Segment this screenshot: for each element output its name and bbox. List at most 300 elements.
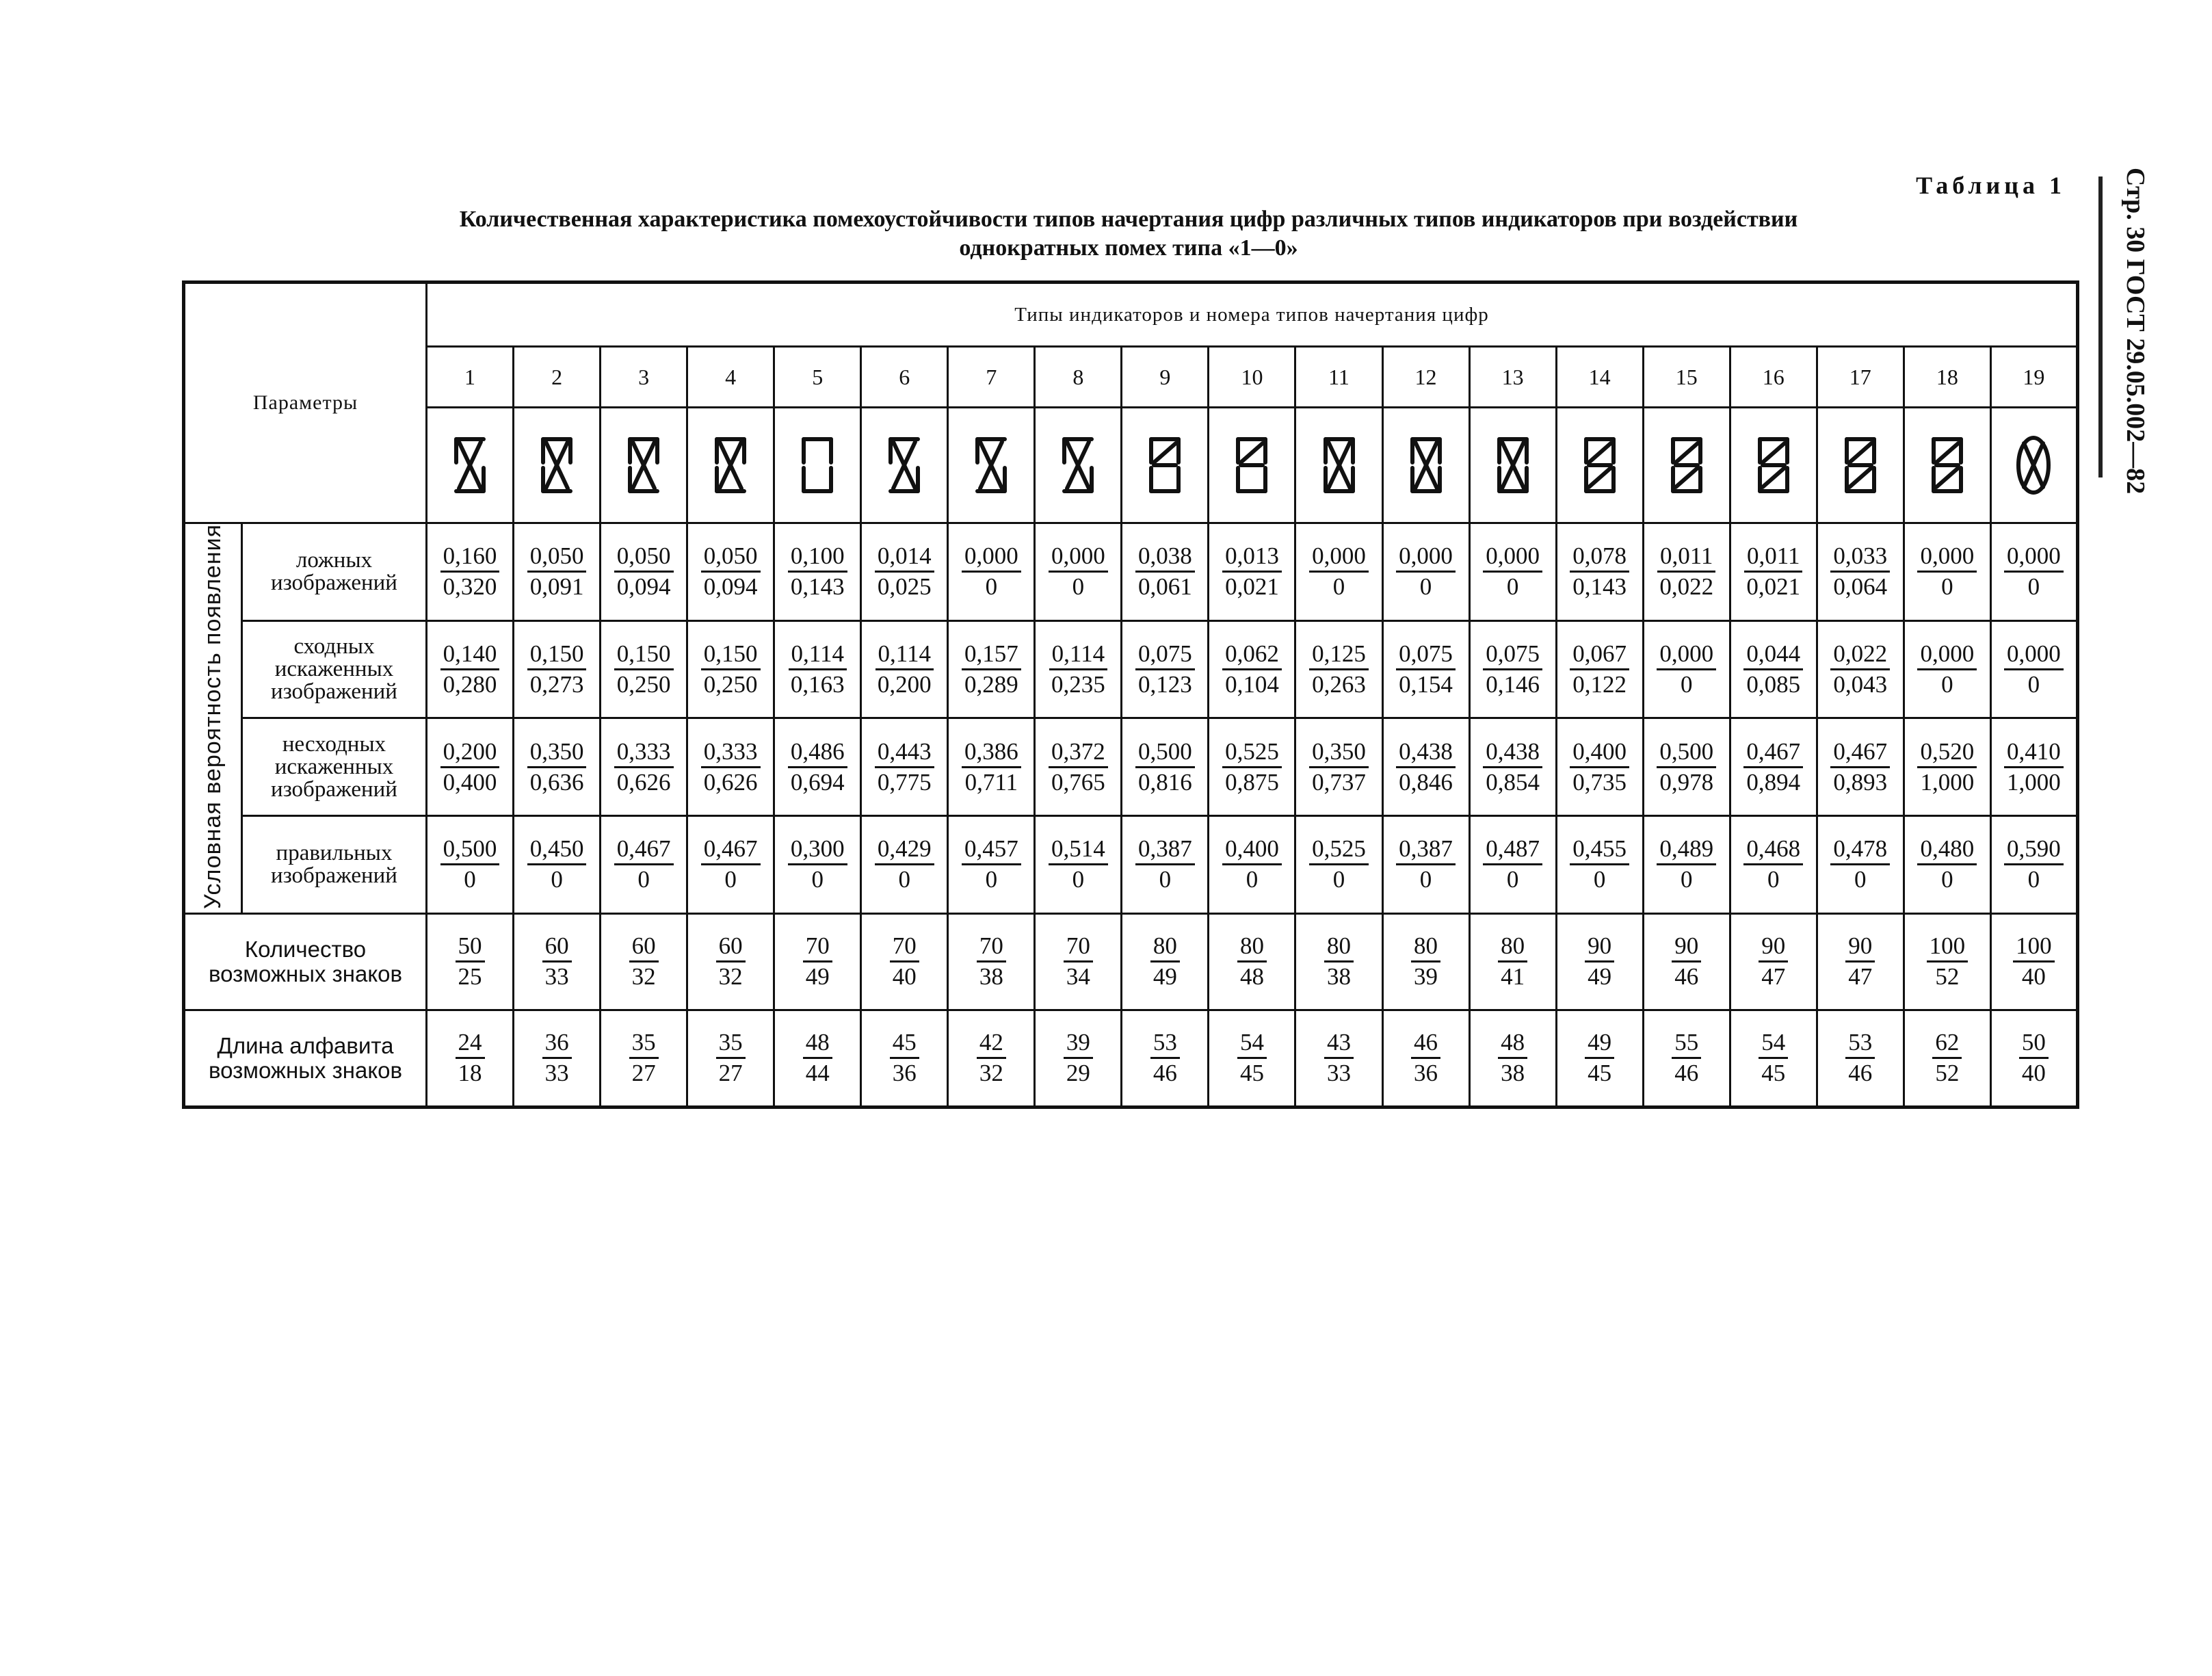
fraction-numerator: 62: [1932, 1030, 1962, 1059]
fraction-denominator: 0: [1159, 866, 1172, 893]
fraction-numerator: 0,450: [527, 836, 587, 865]
digit-style-cell: [1209, 408, 1295, 523]
digit-style-cell: [774, 408, 861, 523]
fraction: [1585, 933, 1614, 990]
fraction: [1917, 641, 1977, 698]
fraction-numerator: 0,525: [1222, 739, 1282, 768]
fraction-denominator: 0,280: [443, 671, 497, 698]
fraction: [1570, 641, 1629, 698]
value-cell: [774, 718, 861, 816]
fraction-numerator: 0,478: [1830, 836, 1890, 865]
fraction-numerator: 0,487: [1483, 836, 1542, 865]
fraction-numerator: 53: [1845, 1030, 1875, 1059]
fraction-denominator: 27: [631, 1060, 656, 1087]
fraction-numerator: 0,000: [2004, 641, 2064, 670]
fraction: [1483, 739, 1542, 796]
value-cell: [1382, 913, 1469, 1010]
fraction: [1396, 739, 1456, 796]
fraction: [1309, 836, 1369, 893]
value-cell: [1556, 1010, 1643, 1107]
fraction: [440, 641, 500, 698]
fraction-denominator: 45: [1588, 1060, 1612, 1087]
fraction: [1411, 1030, 1440, 1086]
row-label: Длина алфавита возможных знаков: [184, 1010, 427, 1107]
fraction-numerator: 0,300: [788, 836, 847, 865]
fraction: [1396, 543, 1456, 600]
fraction-numerator: 0,150: [527, 641, 587, 670]
fraction: [1150, 933, 1180, 990]
fraction-numerator: 0,350: [527, 739, 587, 768]
fraction-numerator: 70: [890, 933, 919, 963]
fraction: [614, 543, 674, 600]
fraction-numerator: 100: [1927, 933, 1969, 963]
fraction-numerator: 0,150: [614, 641, 674, 670]
value-cell: [1295, 620, 1382, 718]
fraction-numerator: 0,429: [875, 836, 934, 865]
fraction-denominator: 0: [637, 866, 650, 893]
fraction-denominator: 29: [1066, 1060, 1090, 1087]
fraction: [716, 933, 746, 990]
digit-glyph-icon: [538, 434, 576, 497]
type-number: 6: [861, 347, 948, 408]
value-cell: [1817, 620, 1904, 718]
fraction-denominator: 0,263: [1312, 671, 1366, 698]
fraction-denominator: 34: [1066, 963, 1090, 991]
fraction: [1498, 1030, 1527, 1086]
fraction: [890, 933, 919, 990]
fraction-denominator: 33: [544, 1060, 569, 1087]
value-cell: [1295, 1010, 1382, 1107]
fraction-numerator: 0,400: [1570, 739, 1629, 768]
value-cell: [1035, 620, 1122, 718]
fraction-denominator: 0: [1506, 866, 1519, 893]
fraction: [875, 739, 934, 796]
fraction: [1570, 543, 1629, 600]
fraction-numerator: 70: [803, 933, 832, 963]
fraction: [1744, 543, 1802, 600]
fraction: [2019, 1030, 2049, 1086]
value-cell: [948, 718, 1035, 816]
value-cell: [427, 620, 514, 718]
fraction-numerator: 0,044: [1743, 641, 1803, 670]
value-cell: [1209, 523, 1295, 621]
fraction-denominator: 0,091: [529, 573, 584, 601]
fraction: [1927, 933, 1969, 990]
fraction-numerator: 0,514: [1049, 836, 1108, 865]
fraction-numerator: 0,500: [1135, 739, 1195, 768]
fraction: [1759, 933, 1788, 990]
fraction-numerator: 0,050: [614, 543, 674, 573]
digit-glyph-icon: [1754, 434, 1793, 497]
value-cell: [1122, 523, 1209, 621]
fraction-denominator: 49: [805, 963, 830, 991]
fraction-numerator: 70: [977, 933, 1006, 963]
fraction-denominator: 49: [1153, 963, 1177, 991]
value-cell: [1730, 620, 1817, 718]
fraction-denominator: 0: [985, 573, 998, 601]
fraction-numerator: 54: [1759, 1030, 1788, 1059]
type-number: 11: [1295, 347, 1382, 408]
value-cell: [1295, 913, 1382, 1010]
fraction: [1309, 543, 1369, 600]
digit-style-cell: [1730, 408, 1817, 523]
fraction-denominator: 41: [1501, 963, 1525, 991]
fraction-denominator: 32: [718, 963, 743, 991]
fraction-numerator: 0,457: [962, 836, 1021, 865]
fraction-numerator: 0,114: [789, 641, 847, 670]
value-cell: [1904, 718, 1990, 816]
fraction-numerator: 0,467: [1743, 739, 1803, 768]
fraction: [456, 1030, 485, 1086]
type-number: 5: [774, 347, 861, 408]
fraction-numerator: 48: [803, 1030, 832, 1059]
fraction-denominator: 38: [979, 963, 1003, 991]
fraction-numerator: 42: [977, 1030, 1006, 1059]
fraction-numerator: 0,438: [1483, 739, 1542, 768]
value-cell: [1122, 718, 1209, 816]
value-cell: [1209, 913, 1295, 1010]
row-label: ложных изображений: [242, 523, 427, 621]
fraction: [1237, 933, 1267, 990]
fraction-denominator: 0,085: [1746, 671, 1801, 698]
value-cell: [427, 523, 514, 621]
digit-style-cell: [1295, 408, 1382, 523]
fraction: [1324, 933, 1354, 990]
digit-glyph-icon: [1581, 434, 1619, 497]
fraction: [1570, 739, 1629, 796]
fraction-numerator: 0,114: [1049, 641, 1107, 670]
fraction-denominator: 0,737: [1312, 768, 1366, 796]
digit-glyph-icon: [1320, 434, 1358, 497]
fraction: [1830, 836, 1890, 893]
fraction-denominator: 0,163: [790, 671, 845, 698]
fraction-denominator: 0: [1332, 866, 1345, 893]
fraction: [875, 543, 934, 600]
fraction-denominator: 0: [985, 866, 998, 893]
fraction: [1064, 933, 1093, 990]
fraction-denominator: 0: [464, 866, 476, 893]
fraction: [1135, 543, 1195, 600]
value-cell: [1990, 718, 2077, 816]
digit-style-cell: [1990, 408, 2077, 523]
value-cell: [601, 523, 687, 621]
value-cell: [1817, 816, 1904, 914]
fraction-numerator: 60: [542, 933, 572, 963]
fraction-numerator: 0,011: [1744, 543, 1802, 573]
fraction: [1570, 836, 1629, 893]
fraction: [527, 836, 587, 893]
row-label: сходных искаженных изображений: [242, 620, 427, 718]
fraction-denominator: 0: [1941, 573, 1953, 601]
fraction-denominator: 0,711: [964, 768, 1018, 796]
fraction-denominator: 0,626: [616, 768, 671, 796]
fraction-numerator: 0,067: [1570, 641, 1629, 670]
value-cell: [514, 1010, 601, 1107]
fraction-denominator: 40: [2021, 963, 2046, 991]
fraction-denominator: 33: [1327, 1060, 1351, 1087]
table-title-line-2: однократных помех типа «1—0»: [959, 235, 1298, 261]
fraction: [875, 641, 934, 698]
fraction: [1396, 836, 1456, 893]
fraction-numerator: 0,000: [2004, 543, 2064, 573]
fraction-numerator: 80: [1237, 933, 1267, 963]
table-row: [184, 718, 2078, 816]
fraction: [1657, 543, 1715, 600]
fraction-denominator: 45: [1239, 1060, 1264, 1087]
type-number: 8: [1035, 347, 1122, 408]
value-cell: [1209, 1010, 1295, 1107]
types-caption: Типы индикаторов и номера типов начертания цифр: [427, 283, 2078, 347]
fraction-denominator: 0,250: [703, 671, 758, 698]
table-row: [184, 523, 2078, 621]
value-cell: [861, 1010, 948, 1107]
type-number: 15: [1643, 347, 1730, 408]
fraction-numerator: 80: [1411, 933, 1440, 963]
fraction: [890, 1030, 919, 1086]
fraction-numerator: 0,333: [614, 739, 674, 768]
fraction-numerator: 90: [1759, 933, 1788, 963]
fraction-numerator: 39: [1064, 1030, 1093, 1059]
type-number: 10: [1209, 347, 1295, 408]
value-cell: [774, 523, 861, 621]
fraction-numerator: 0,075: [1483, 641, 1542, 670]
fraction-denominator: 0,104: [1225, 671, 1279, 698]
fraction-numerator: 0,157: [962, 641, 1021, 670]
fraction-denominator: 0: [1680, 671, 1693, 698]
value-cell: [861, 718, 948, 816]
fraction-denominator: 46: [1848, 1060, 1873, 1087]
side-bar-divider: [2098, 176, 2103, 477]
fraction-denominator: 0,122: [1572, 671, 1627, 698]
fraction-denominator: 45: [1761, 1060, 1786, 1087]
value-cell: [1904, 523, 1990, 621]
fraction: [1237, 1030, 1267, 1086]
table-row: [184, 1010, 2078, 1107]
value-cell: [514, 523, 601, 621]
fraction-numerator: 0,075: [1135, 641, 1195, 670]
fraction-numerator: 0,489: [1657, 836, 1716, 865]
fraction: [614, 836, 674, 893]
fraction: [1049, 641, 1107, 698]
fraction-denominator: 0,816: [1138, 768, 1192, 796]
value-cell: [514, 816, 601, 914]
value-cell: [1469, 620, 1556, 718]
value-cell: [861, 523, 948, 621]
fraction-numerator: 0,410: [2004, 739, 2064, 768]
fraction: [788, 739, 847, 796]
digit-glyph-icon: [1407, 434, 1445, 497]
fraction-denominator: 0: [1767, 866, 1780, 893]
fraction: [2004, 739, 2064, 796]
fraction-denominator: 0,143: [1572, 573, 1627, 601]
fraction-denominator: 46: [1674, 963, 1699, 991]
value-cell: [1730, 913, 1817, 1010]
fraction: [1845, 933, 1875, 990]
fraction-denominator: 0: [551, 866, 563, 893]
digit-style-cell: [1556, 408, 1643, 523]
digit-style-cell: [948, 408, 1035, 523]
fraction-numerator: 0,062: [1222, 641, 1282, 670]
fraction-numerator: 0,000: [1309, 543, 1369, 573]
fraction-numerator: 36: [542, 1030, 572, 1059]
value-cell: [948, 816, 1035, 914]
fraction: [1672, 1030, 1701, 1086]
fraction-denominator: 0,021: [1225, 573, 1279, 601]
fraction-numerator: 24: [456, 1030, 485, 1059]
value-cell: [1295, 523, 1382, 621]
fraction: [803, 933, 832, 990]
fraction-denominator: 0,235: [1051, 671, 1105, 698]
fraction-numerator: 0,125: [1309, 641, 1369, 670]
fraction: [1917, 543, 1977, 600]
value-cell: [948, 620, 1035, 718]
fraction-numerator: 54: [1237, 1030, 1267, 1059]
fraction-denominator: 0: [1593, 866, 1606, 893]
params-header: Параметры: [184, 283, 427, 523]
fraction-denominator: 49: [1588, 963, 1612, 991]
fraction-denominator: 0: [1941, 866, 1953, 893]
fraction-numerator: 0,455: [1570, 836, 1629, 865]
value-cell: [1469, 816, 1556, 914]
value-cell: [1382, 523, 1469, 621]
fraction-numerator: 70: [1064, 933, 1093, 963]
value-cell: [1730, 523, 1817, 621]
value-cell: [1904, 816, 1990, 914]
value-cell: [601, 620, 687, 718]
fraction-numerator: 0,467: [701, 836, 761, 865]
digit-glyph-icon: [1841, 434, 1880, 497]
fraction-denominator: 0,400: [443, 768, 497, 796]
fraction: [1309, 739, 1369, 796]
value-cell: [948, 523, 1035, 621]
value-cell: [1643, 816, 1730, 914]
fraction: [1830, 739, 1890, 796]
fraction: [1150, 1030, 1180, 1086]
fraction-numerator: 45: [890, 1030, 919, 1059]
value-cell: [1817, 1010, 1904, 1107]
fraction-denominator: 0,636: [529, 768, 584, 796]
fraction-numerator: 0,468: [1743, 836, 1803, 865]
fraction-denominator: 0: [1419, 866, 1432, 893]
value-cell: [774, 816, 861, 914]
value-cell: [1469, 913, 1556, 1010]
value-cell: [1556, 718, 1643, 816]
fraction: [2013, 933, 2055, 990]
row-label: правильных изображений: [242, 816, 427, 914]
value-cell: [1817, 523, 1904, 621]
value-cell: [601, 816, 687, 914]
fraction-denominator: 0: [898, 866, 911, 893]
digit-glyph-icon: [624, 434, 663, 497]
value-cell: [1556, 620, 1643, 718]
fraction-numerator: 0,333: [701, 739, 761, 768]
fraction: [1657, 739, 1716, 796]
digit-glyph-icon: [1146, 434, 1184, 497]
fraction-numerator: 50: [456, 933, 485, 963]
fraction-numerator: 0,350: [1309, 739, 1369, 768]
table-row: [184, 620, 2078, 718]
fraction-denominator: 18: [458, 1060, 482, 1087]
value-cell: [774, 620, 861, 718]
fraction-denominator: 0,022: [1659, 573, 1714, 601]
fraction-numerator: 0,000: [1483, 543, 1542, 573]
value-cell: [427, 718, 514, 816]
group-label-cell: [184, 523, 242, 914]
value-cell: [1122, 620, 1209, 718]
value-cell: [427, 1010, 514, 1107]
fraction-denominator: 39: [1414, 963, 1438, 991]
row-label: Количество возможных знаков: [184, 913, 427, 1010]
fraction: [614, 641, 674, 698]
fraction-denominator: 0,775: [877, 768, 932, 796]
fraction-denominator: 32: [979, 1060, 1003, 1087]
digit-style-cell: [1904, 408, 1990, 523]
fraction-numerator: 0,500: [1657, 739, 1716, 768]
value-cell: [1990, 523, 2077, 621]
fraction-denominator: 0,143: [790, 573, 845, 601]
fraction: [1135, 836, 1195, 893]
type-number: 4: [687, 347, 774, 408]
fraction: [875, 836, 934, 893]
fraction-numerator: 0,000: [962, 543, 1021, 573]
fraction-denominator: 0,765: [1051, 768, 1105, 796]
fraction: [542, 933, 572, 990]
fraction-denominator: 0,123: [1138, 671, 1192, 698]
value-cell: [687, 913, 774, 1010]
fraction-denominator: 40: [2021, 1060, 2046, 1087]
digit-style-cell: [427, 408, 514, 523]
type-number: 3: [601, 347, 687, 408]
fraction: [1049, 543, 1108, 600]
fraction-denominator: 38: [1327, 963, 1351, 991]
fraction-denominator: 48: [1239, 963, 1264, 991]
value-cell: [1730, 1010, 1817, 1107]
digit-glyph-icon: [451, 434, 489, 497]
fraction: [440, 836, 500, 893]
digit-glyph-icon: [1668, 434, 1706, 497]
value-cell: [1469, 1010, 1556, 1107]
fraction: [788, 836, 847, 893]
digit-glyph-icon: [1494, 434, 1532, 497]
type-number: 19: [1990, 347, 2077, 408]
value-cell: [601, 913, 687, 1010]
value-cell: [427, 816, 514, 914]
fraction: [1917, 739, 1977, 796]
fraction-numerator: 0,160: [440, 543, 500, 573]
fraction-numerator: 0,387: [1396, 836, 1456, 865]
fraction: [1759, 1030, 1788, 1086]
fraction-denominator: 0,061: [1138, 573, 1192, 601]
value-cell: [1990, 620, 2077, 718]
type-number: 2: [514, 347, 601, 408]
value-cell: [514, 718, 601, 816]
fraction-denominator: 0: [1506, 573, 1519, 601]
fraction: [1411, 933, 1440, 990]
value-cell: [1556, 816, 1643, 914]
value-cell: [948, 1010, 1035, 1107]
fraction-denominator: 36: [892, 1060, 917, 1087]
page-side-header: Стр. 30 ГОСТ 29.05.002—82: [2121, 168, 2150, 495]
fraction-numerator: 100: [2013, 933, 2055, 963]
table-row: [184, 913, 2078, 1010]
fraction-denominator: 46: [1153, 1060, 1177, 1087]
fraction: [456, 933, 485, 990]
value-cell: [1209, 816, 1295, 914]
fraction: [2004, 543, 2064, 600]
fraction: [962, 739, 1021, 796]
fraction-numerator: 90: [1585, 933, 1614, 963]
fraction-numerator: 48: [1498, 1030, 1527, 1059]
